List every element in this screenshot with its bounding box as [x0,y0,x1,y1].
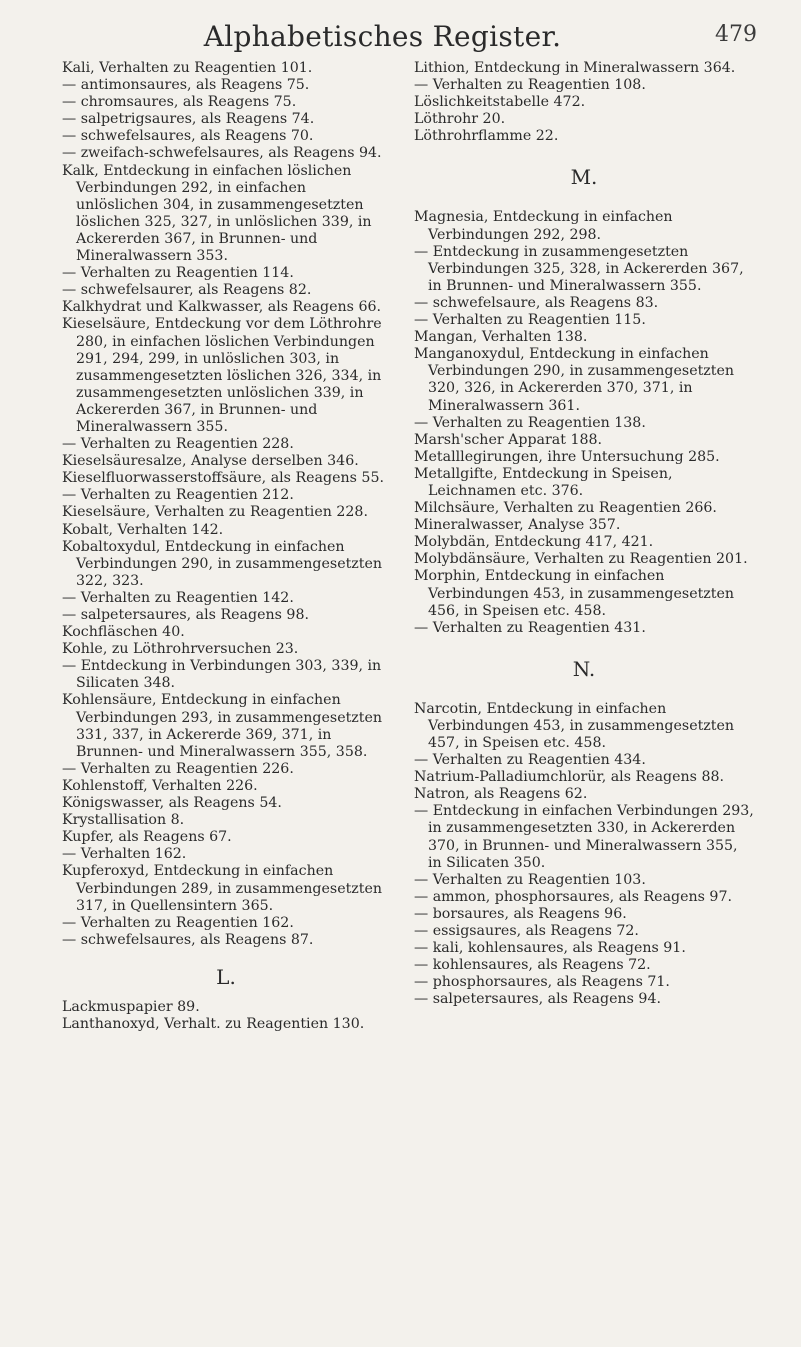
index-entry: — Entdeckung in Verbindungen 303, 339, in Silicaten 348. [62,658,382,692]
index-entry: — schwefelsaures, als Reagens 70. [62,128,314,145]
index-entry: Kieselsäuresalze, Analyse derselben 346. [62,453,359,470]
index-entry: — Verhalten zu Reagentien 103. [414,871,646,888]
index-entry: Lackmuspapier 89. [62,998,200,1015]
index-entry: Lanthanoxyd, Verhalt. zu Reagentien 130. [62,1015,365,1032]
index-entry: Kupferoxyd, Entdeckung in einfachen Verbindungen 289, in zusammengesetzten 317, in Quellensintern 365. [62,863,382,914]
index-entry: Natron, als Reagens 62. [414,786,588,803]
index-entry: — chromsaures, als Reagens 75. [62,94,297,111]
index-entry: Kochfläschen 40. [62,624,185,641]
right-column [414,60,754,1009]
section-letter-l: L. [216,964,236,989]
index-entry: Kohle, zu Löthrohrversuchen 23. [62,641,299,658]
index-entry: — Entdeckung in einfachen Verbindungen 293, in zusammengesetzten 330, in Ackererden 370, in Brunnen- und Mineralwassern 355, in Silicaten 350. [414,803,754,871]
index-entry: — Verhalten zu Reagentien 115. [414,312,646,329]
index-entry: — schwefelsaurer, als Reagens 82. [62,282,312,299]
index-entry: Molybdänsäure, Verhalten zu Reagentien 201. [414,551,748,568]
index-entry: Kobaltoxydul, Entdeckung in einfachen Verbindungen 290, in zusammengesetzten 322, 323. [62,538,382,589]
index-entry: — salpetrigsaures, als Reagens 74. [62,111,315,128]
index-entry: — Verhalten zu Reagentien 212. [62,487,294,504]
index-entry: Kohlensäure, Entdeckung in einfachen Verbindungen 293, in zusammengesetzten 331, 337, in Ackererde 369, 371, in Brunnen- und Mineralwassern 355, 358. [62,692,382,760]
index-entry: — schwefelsaure, als Reagens 83. [414,294,659,311]
index-entry: — kohlensaures, als Reagens 72. [414,957,651,974]
index-entry: Löthrohrflamme 22. [414,128,559,145]
index-entry: — borsaures, als Reagens 96. [414,905,627,922]
index-entry: — Verhalten 162. [62,846,187,863]
index-entry: — Verhalten zu Reagentien 431. [414,619,646,636]
index-entry: Kieselsäure, Entdeckung vor dem Löthrohre 280, in einfachen löslichen Verbindungen 291, 294, 299, in unlöslichen 303, in zusammengesetzten löslichen 326, 334, in zusammengesetzten unlöslichen 339, in Ackererden 367, in Brunnen- und Mineralwassern 355. [62,316,382,435]
l-entry-list [62,999,390,1033]
index-entry: Manganoxydul, Entdeckung in einfachen Verbindungen 290, in zusammengesetzten 320, 326, in Ackererden 370, 371, in Mineralwassern 361. [414,346,734,414]
index-entry: Milchsäure, Verhalten zu Reagentien 266. [414,500,717,517]
index-entry: — Entdeckung in zusammengesetzten Verbindungen 325, 328, in Ackererden 367, in Brunnen- und Mineralwassern 355. [414,243,744,294]
index-entry: Kohlenstoff, Verhalten 226. [62,777,258,794]
index-entry: Kieselfluorwasserstoffsäure, als Reagens 55. [62,470,384,487]
index-entry: Löthrohr 20. [414,111,506,128]
page-header [0,20,801,54]
index-entry: — salpetersaures, als Reagens 98. [62,607,309,623]
index-entry: Kalk, Entdeckung in einfachen löslichen Verbindungen 292, in einfachen unlöslichen 304, in zusammengesetzten löslichen 325, 327, in unlöslichen 339, in Ackererden 367, in Brunnen- und Mineralwassern 353. [62,162,372,265]
index-entry: Löslichkeitstabelle 472. [414,94,586,111]
index-entry: — Verhalten zu Reagentien 228. [62,436,294,453]
index-entry: — kali, kohlensaures, als Reagens 91. [414,940,686,957]
index-entry: Lithion, Entdeckung in Mineralwassern 364. [414,60,736,76]
index-entry: Metallgifte, Entdeckung in Speisen, Leichnamen etc. 376. [414,465,673,499]
index-entry: — ammon, phosphorsaures, als Reagens 97. [414,888,732,905]
index-entry: — schwefelsaures, als Reagens 87. [62,931,314,948]
index-entry: Natrium-Palladiumchlorür, als Reagens 88. [414,769,725,786]
n-entry-list [414,701,754,1009]
index-entry: — Verhalten zu Reagentien 162. [62,914,294,931]
index-entry: Mangan, Verhalten 138. [414,329,588,346]
index-entry: — Verhalten zu Reagentien 226. [62,760,294,777]
index-entry: Metalllegirungen, ihre Untersuchung 285. [414,448,720,465]
index-entry: — antimonsaures, als Reagens 75. [62,77,310,94]
m-entry-list [414,209,754,636]
left-entry-list [62,60,390,949]
section-letter-n: N. [572,656,596,681]
index-entry: Mineralwasser, Analyse 357. [414,517,621,534]
index-entry: Kali, Verhalten zu Reagentien 101. [62,60,313,76]
index-entry: — Verhalten zu Reagentien 108. [414,77,646,94]
index-entry: Magnesia, Entdeckung in einfachen Verbindungen 292, 298. [414,209,673,243]
index-entry: — zweifach-schwefelsaures, als Reagens 94. [62,145,382,162]
index-entry: Kieselsäure, Verhalten zu Reagentien 228. [62,504,368,521]
page-title: Alphabetisches Register. [203,20,562,53]
index-entry: — Verhalten zu Reagentien 142. [62,589,294,606]
index-entry: Kalkhydrat und Kalkwasser, als Reagens 66. [62,299,382,316]
index-entry: — Verhalten zu Reagentien 138. [414,414,646,431]
index-entry: Marsh'scher Apparat 188. [414,431,603,448]
index-entry: — salpetersaures, als Reagens 94. [414,991,661,1008]
index-entry: — phosphorsaures, als Reagens 71. [414,974,670,991]
index-entry: Königswasser, als Reagens 54. [62,795,282,812]
section-letter-m: M. [570,165,598,190]
index-entry: — essigsaures, als Reagens 72. [414,923,639,940]
index-entry: Krystallisation 8. [62,812,185,829]
index-entry: Kupfer, als Reagens 67. [62,829,232,846]
index-entry: Kobalt, Verhalten 142. [62,521,224,538]
right-top-entry-list [414,60,754,145]
left-column [62,60,390,1033]
index-entry: Molybdän, Entdeckung 417, 421. [414,534,654,551]
page-number: 479 [715,22,757,47]
index-entry: — Verhalten zu Reagentien 434. [414,752,646,769]
index-entry: — Verhalten zu Reagentien 114. [62,265,294,282]
index-entry: Narcotin, Entdeckung in einfachen Verbindungen 453, in zusammengesetzten 457, in Speisen etc. 458. [414,700,734,751]
index-entry: Morphin, Entdeckung in einfachen Verbindungen 453, in zusammengesetzten 456, in Speisen etc. 458. [414,568,734,619]
